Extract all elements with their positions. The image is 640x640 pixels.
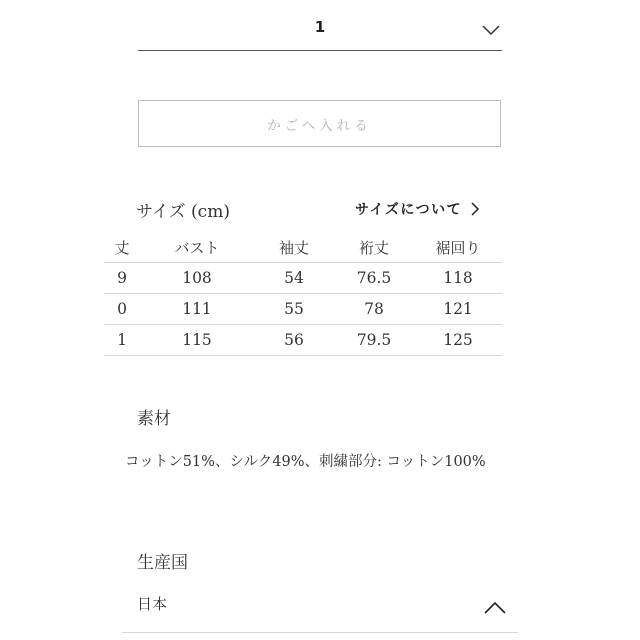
quantity-select[interactable] [138, 0, 502, 51]
table-cell: 56 [284, 331, 304, 349]
table-cell: 111 [182, 300, 212, 318]
size-guide-label: サイズについて [355, 202, 463, 218]
table-cell: 118 [443, 269, 473, 287]
chevron-right-icon [470, 202, 480, 216]
size-table [0, 232, 502, 356]
table-cell: 0 [117, 300, 127, 318]
table-cell: 125 [443, 331, 473, 349]
table-cell: 79.5 [356, 331, 392, 349]
column-header: 裄丈 [358, 238, 389, 257]
table-cell: 78 [364, 300, 384, 318]
origin-heading: 生産国 [137, 553, 188, 573]
table-cell: 76.5 [356, 269, 392, 287]
table-cell: 115 [182, 331, 212, 349]
column-header: バスト [174, 238, 220, 257]
column-header: 袖丈 [278, 238, 309, 257]
column-header: 裾回り [435, 238, 481, 257]
size-table-header [104, 232, 502, 263]
table-cell: 121 [443, 300, 473, 318]
material-text: コットン51%、シルク49%、刺繍部分: コットン100% [125, 454, 486, 470]
table-row [104, 263, 502, 294]
add-to-cart-label: かごへ入れる [267, 117, 372, 134]
table-cell: 1 [117, 331, 127, 349]
divider [122, 632, 518, 633]
table-cell: 55 [284, 300, 304, 318]
add-to-cart-button[interactable] [138, 100, 501, 147]
material-description [0, 448, 500, 504]
size-guide-link[interactable] [355, 199, 480, 219]
table-cell: 54 [284, 269, 304, 287]
origin-value: 日本 [137, 595, 168, 613]
table-row [104, 325, 502, 356]
size-heading: サイズ (cm) [136, 202, 230, 222]
chevron-up-icon[interactable] [484, 601, 506, 615]
material-heading: 素材 [137, 409, 171, 429]
chevron-down-icon [482, 24, 500, 36]
table-row [104, 294, 502, 325]
column-header: 丈 [114, 238, 130, 257]
table-cell: 108 [182, 269, 212, 287]
quantity-value: 1 [314, 18, 326, 36]
table-cell: 9 [117, 269, 127, 287]
